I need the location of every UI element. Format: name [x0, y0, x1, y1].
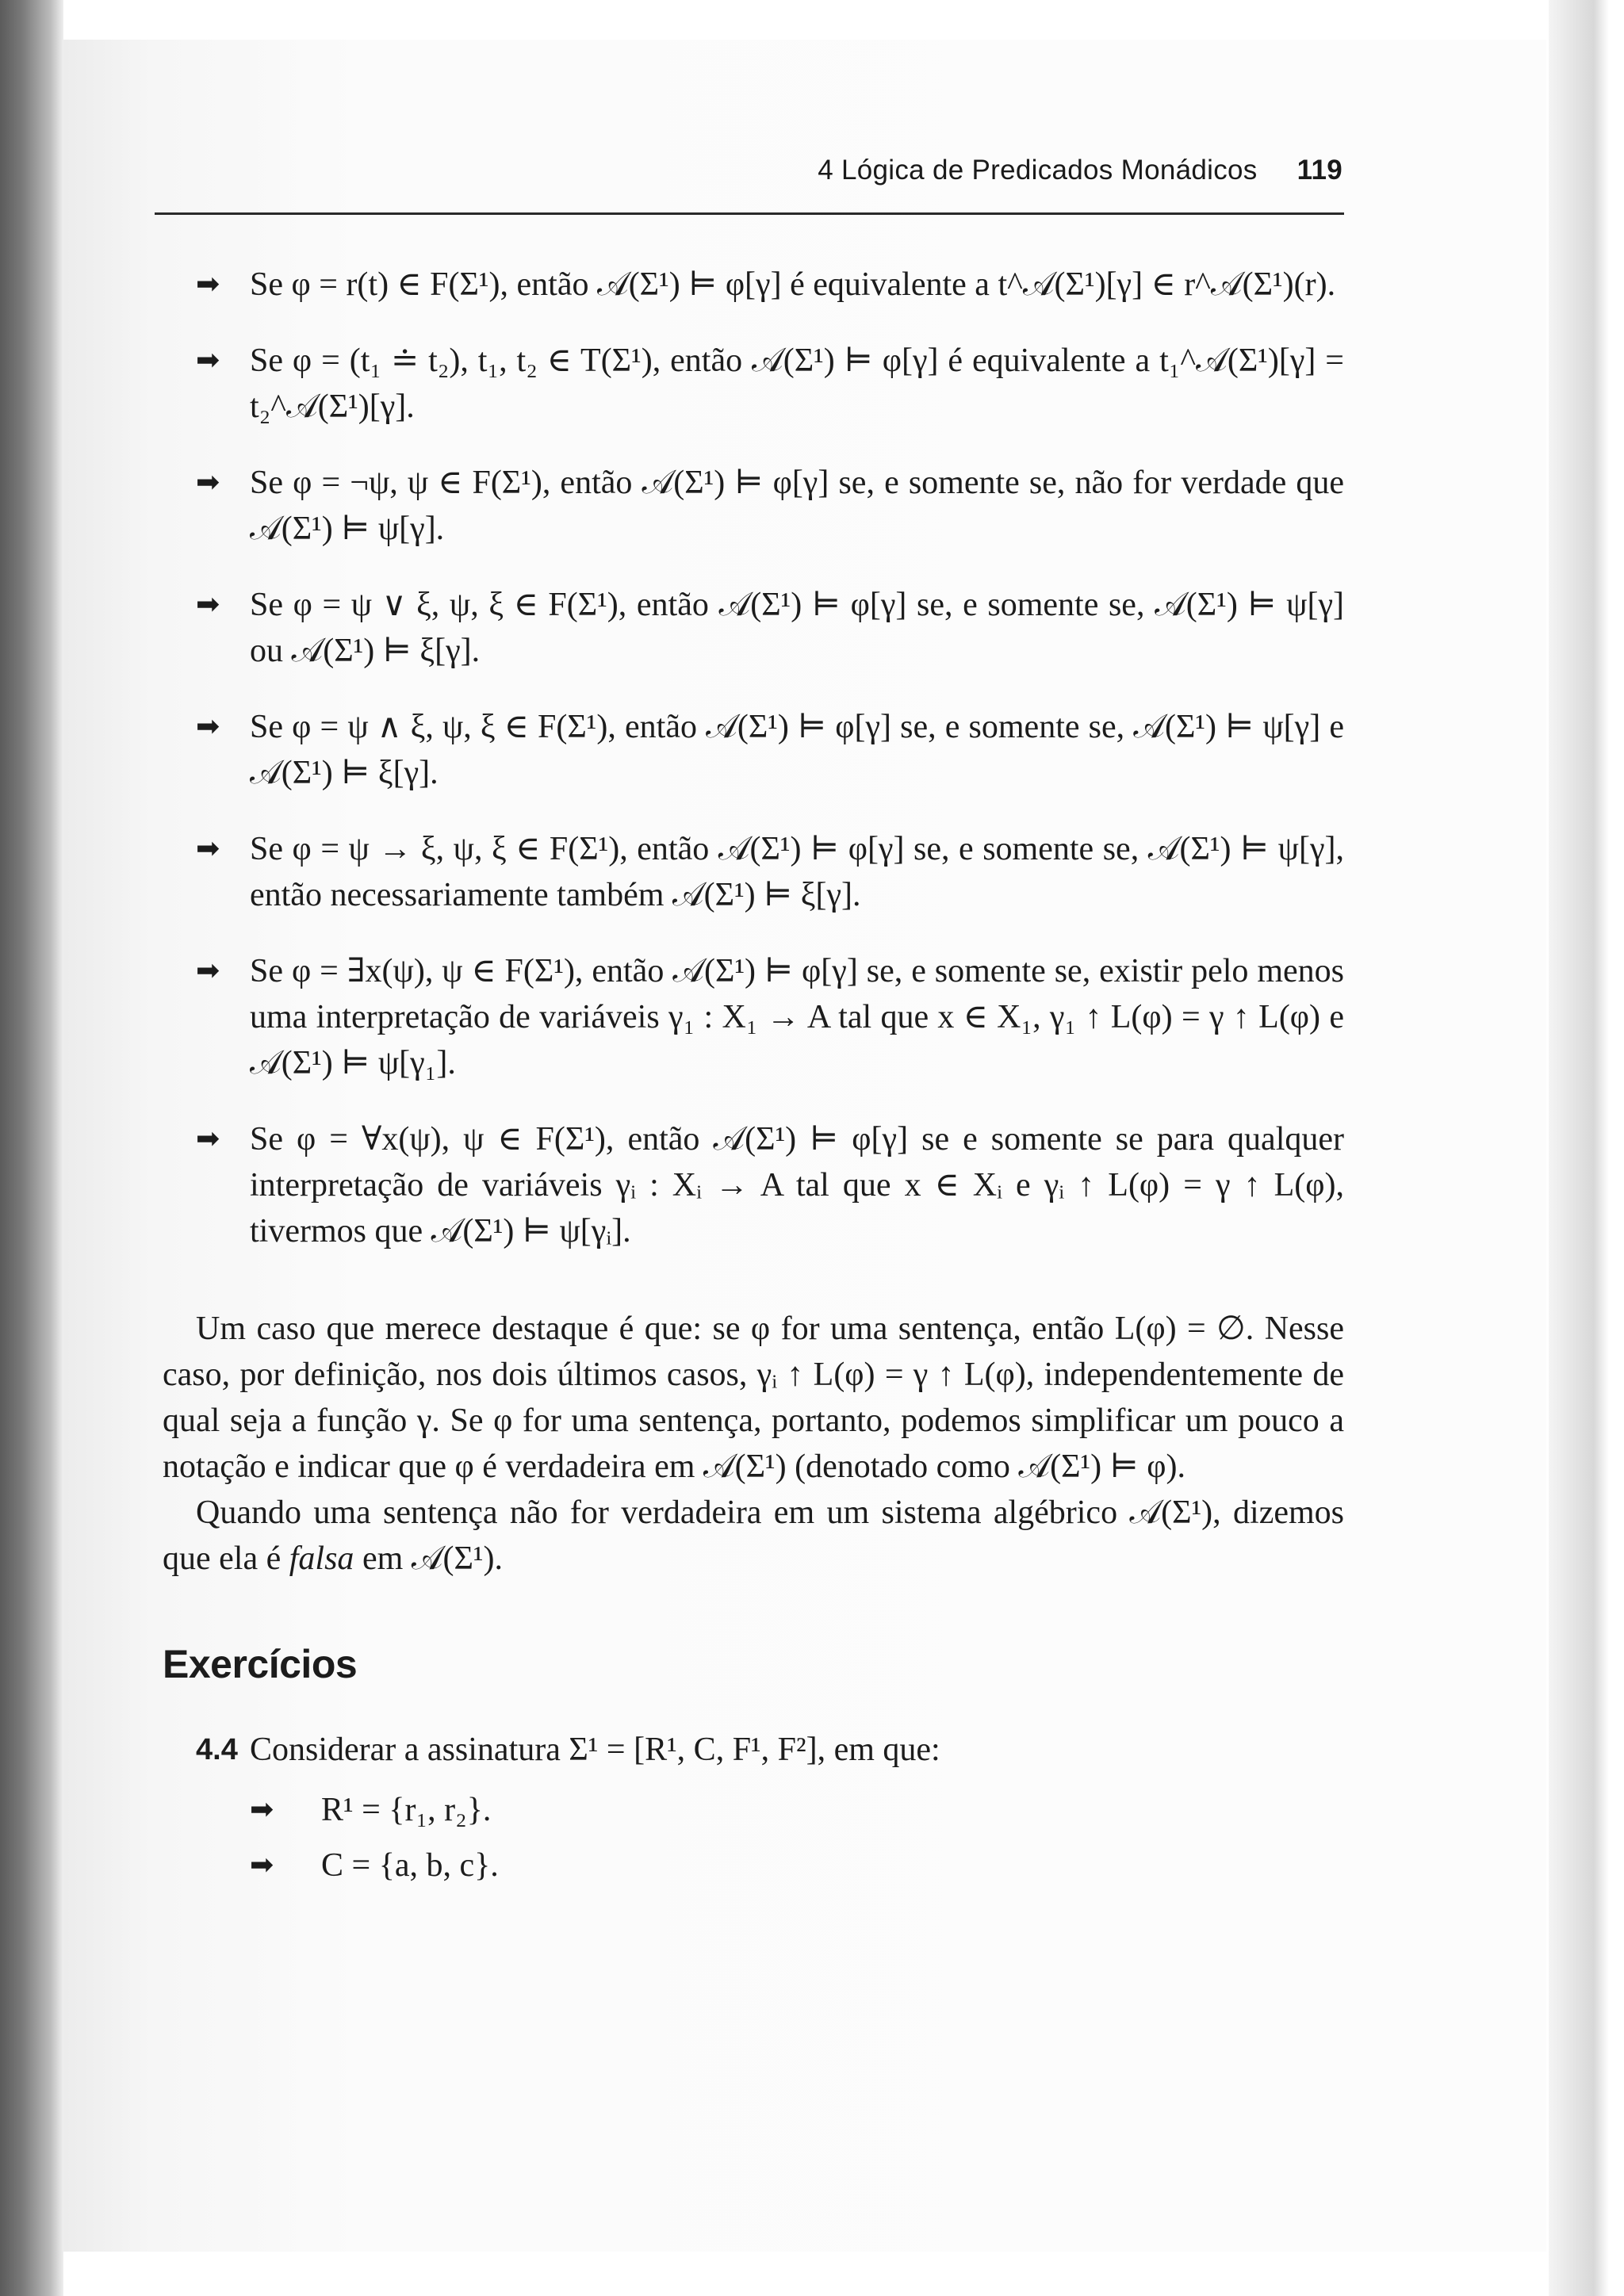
bullet-item	[163, 582, 1344, 674]
exercise-number: 4.4	[196, 1733, 238, 1766]
section-heading: Exercícios	[163, 1642, 358, 1686]
bullet-text: Se φ = (t₁ ≐ t₂), t₁, t₂ ∈ T(Σ¹), então 𝒜(Σ¹) ⊨ φ[γ] é equivalente a t₁^𝒜(Σ¹)[γ] = t₂^𝒜(Σ¹)[γ].	[250, 342, 1344, 425]
arrow-bullet-icon: ➡	[250, 1849, 274, 1881]
bullet-item	[163, 460, 1344, 552]
bullet-text: Se φ = ∀x(ψ), ψ ∈ F(Σ¹), então 𝒜(Σ¹) ⊨ φ[γ] se e somente se para qualquer interpretação de variáveis γᵢ : Xᵢ → A tal que x ∈ Xᵢ e γᵢ ↑ L(φ) = γ ↑ L(φ), tivermos que 𝒜(Σ¹) ⊨ ψ[γᵢ].	[250, 1121, 1344, 1249]
bullet-text: Se φ = ψ ∨ ξ, ψ, ξ ∈ F(Σ¹), então 𝒜(Σ¹) ⊨ φ[γ] se, e somente se, 𝒜(Σ¹) ⊨ ψ[γ] ou 𝒜(Σ¹) ⊨ ξ[γ].	[250, 587, 1344, 669]
paragraph-text: Quando uma sentença não for verdadeira em um sistema algébrico 𝒜(Σ¹), dizemos que ela é	[163, 1494, 1344, 1577]
subitem-text: C = {a, b, c}.	[321, 1847, 499, 1884]
arrow-bullet-icon: ➡	[196, 1123, 220, 1155]
emphasized-word: falsa	[289, 1540, 354, 1577]
exercise-subitem	[163, 1843, 1344, 1888]
arrow-bullet-icon: ➡	[196, 268, 220, 300]
bullet-text: Se φ = r(t) ∈ F(Σ¹), então 𝒜(Σ¹) ⊨ φ[γ] é equivalente a t^𝒜(Σ¹)[γ] ∈ r^𝒜(Σ¹)(r).	[250, 266, 1336, 303]
bullet-item	[163, 338, 1344, 430]
page-body	[163, 262, 1344, 1898]
arrow-bullet-icon: ➡	[196, 466, 220, 499]
page-number: 119	[1297, 155, 1342, 186]
exercise-item	[163, 1727, 1344, 1773]
bullet-text: Se φ = ¬ψ, ψ ∈ F(Σ¹), então 𝒜(Σ¹) ⊨ φ[γ] se, e somente se, não for verdade que 𝒜(Σ¹) ⊨ ψ[γ].	[250, 465, 1344, 547]
arrow-bullet-icon: ➡	[196, 832, 220, 865]
arrow-bullet-icon: ➡	[250, 1793, 274, 1826]
bullet-item	[163, 262, 1344, 308]
bullet-text: Se φ = ∃x(ψ), ψ ∈ F(Σ¹), então 𝒜(Σ¹) ⊨ φ[γ] se, e somente se, existir pelo menos uma interpretação de variáveis γ₁ : X₁ → A tal que x ∈ X₁, γ₁ ↑ L(φ) = γ ↑ L(φ) e 𝒜(Σ¹) ⊨ ψ[γ₁].	[250, 953, 1344, 1081]
body-paragraph: Um caso que merece destaque é que: se φ for uma sentença, então L(φ) = ∅. Nesse caso, por definição, nos dois últimos casos, γᵢ ↑ L(φ) = γ ↑ L(φ), independentemente de qual seja a função γ. Se φ for uma sentença, portanto, podemos simplificar um pouco a notação e indicar que φ é verdadeira em 𝒜(Σ¹) (denotado como 𝒜(Σ¹) ⊨ φ).	[163, 1311, 1344, 1485]
arrow-bullet-icon: ➡	[196, 344, 220, 377]
running-header	[818, 155, 1342, 186]
bullet-item	[163, 826, 1344, 918]
bullet-text: Se φ = ψ → ξ, ψ, ξ ∈ F(Σ¹), então 𝒜(Σ¹) ⊨ φ[γ] se, e somente se, 𝒜(Σ¹) ⊨ ψ[γ], então necessariamente também 𝒜(Σ¹) ⊨ ξ[γ].	[250, 831, 1344, 913]
header-rule	[155, 212, 1344, 215]
bullet-item	[163, 704, 1344, 796]
chapter-title: 4 Lógica de Predicados Monádicos	[818, 155, 1258, 186]
scan-edge-right	[1549, 0, 1624, 2296]
exercise-subitem	[163, 1787, 1344, 1833]
bullet-item	[163, 948, 1344, 1086]
arrow-bullet-icon: ➡	[196, 588, 220, 621]
bullet-text: Se φ = ψ ∧ ξ, ψ, ξ ∈ F(Σ¹), então 𝒜(Σ¹) ⊨ φ[γ] se, e somente se, 𝒜(Σ¹) ⊨ ψ[γ] e 𝒜(Σ¹) ⊨ ξ[γ].	[250, 709, 1344, 791]
subitem-text: R¹ = {r₁, r₂}.	[321, 1792, 492, 1828]
arrow-bullet-icon: ➡	[196, 955, 220, 987]
bullet-item	[163, 1116, 1344, 1254]
paragraph-text: em 𝒜(Σ¹).	[354, 1540, 503, 1577]
arrow-bullet-icon: ➡	[196, 710, 220, 743]
body-paragraph	[163, 1490, 1344, 1582]
exercise-text: Considerar a assinatura Σ¹ = [R¹, C, F¹, F²], em que:	[250, 1732, 940, 1768]
scan-shadow-left	[0, 0, 63, 2296]
